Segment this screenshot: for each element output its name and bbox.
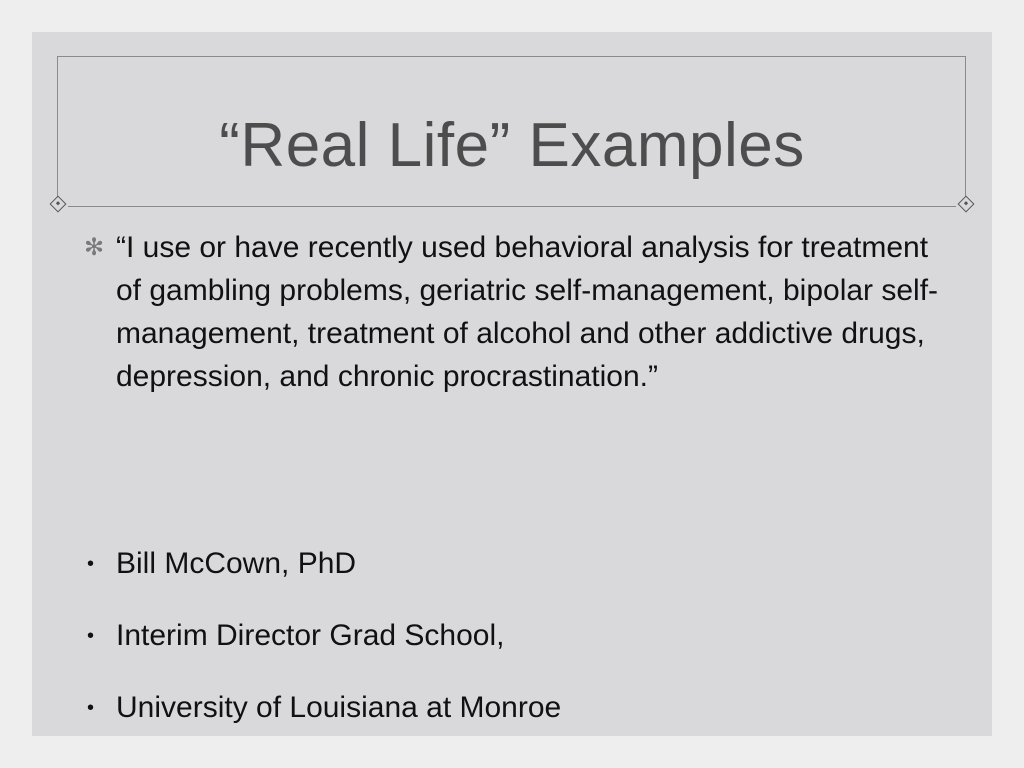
bullet-dot-icon: • [87, 625, 95, 647]
attribution-role: Interim Director Grad School, [116, 619, 505, 652]
list-item [84, 688, 944, 760]
attribution-list [84, 544, 944, 760]
slide [32, 32, 992, 736]
bullet-dot-icon: • [87, 697, 95, 719]
attribution-institution: University of Louisiana at Monroe [116, 691, 562, 724]
asterisk-bullet-icon: ✻ [84, 234, 105, 261]
list-item [84, 544, 944, 616]
attribution-name: Bill McCown, PhD [116, 547, 357, 580]
slide-title: “Real Life” Examples [219, 111, 805, 180]
quote-text: “I use or have recently used behavioral analysis for treatment of gambling problems, geriatric self-management, bipolar self-management, treatment of alcohol and other addictive drugs, depression, and chronic procrastination.” [116, 231, 939, 393]
list-item [84, 616, 944, 688]
title-divider [68, 206, 956, 207]
bullet-dot-icon: • [87, 553, 95, 575]
